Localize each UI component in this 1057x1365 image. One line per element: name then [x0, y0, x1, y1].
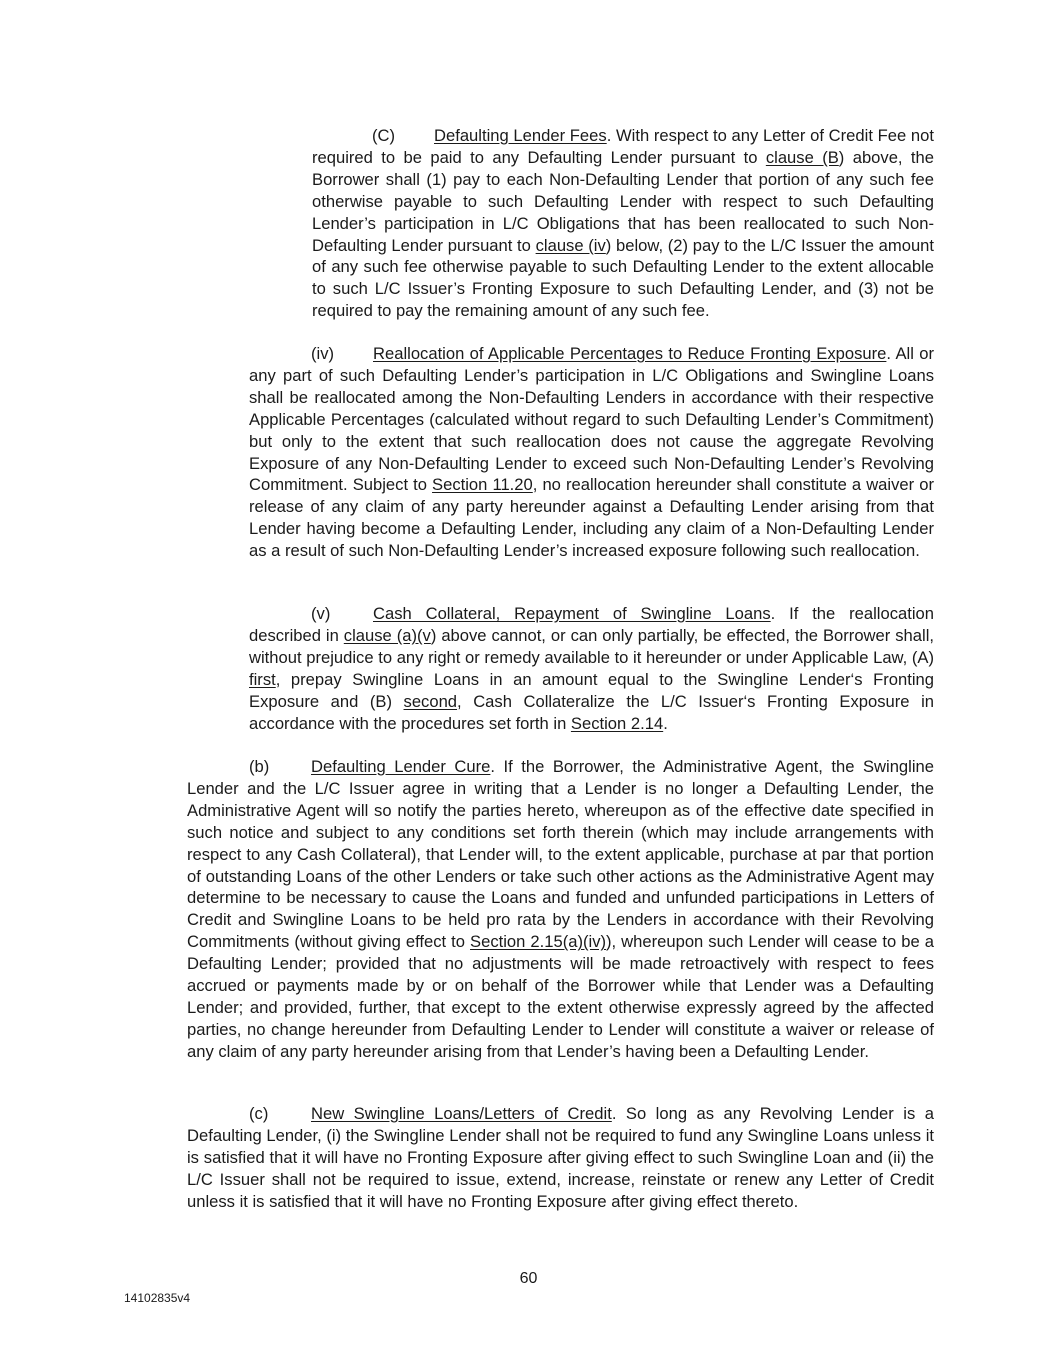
paragraph-label: (v) [311, 604, 331, 623]
cross-reference: Section 2.14 [570, 713, 664, 733]
paragraph-text: ) above cannot, or can only partially, be effected, the Borrower shall, without prejudice to any right or remedy available to it hereunder or under Applicable Law, (A) [249, 625, 934, 667]
paragraph-text: ), whereupon such Lender will cease to be a Defaulting Lender; provided that no adjustments will be made retroactively with respect to fees accrued or payments made by or on behalf of the Borrower while that Lender was a Defaulting Lender; and provided, further, that except to the extent otherwise expressly agreed by the affected parties, no change hereunder from Defaulting Lender to Lender will constitute a waiver or release of any claim of any party hereunder arising from that Lender’s having been a Defaulting Lender. [187, 932, 934, 1061]
cross-reference: Section 11.20 [432, 475, 533, 495]
paragraph-heading: Defaulting Lender Fees [434, 126, 607, 145]
paragraph-text: , no reallocation hereunder shall constitute a waiver or release of any claim of any party hereunder against a Defaulting Lender arising from that Lender having become a Defaulting Lender, including any claim of a Non-Defaulting Lender as a result of such Non-Defaulting Lender’s increased exposure following such reallocation. [249, 475, 934, 561]
cross-reference: clause (iv [535, 235, 606, 255]
paragraph-heading: Reallocation of Applicable Percentages to Reduce Fronting Exposure [373, 344, 887, 363]
paragraph-heading: Cash Collateral, Repayment of Swingline Loans [373, 604, 771, 623]
paragraph-b-defaulting-lender-cure [187, 756, 934, 1063]
cross-reference: clause (B [765, 147, 839, 167]
emphasis-term: second [403, 691, 458, 711]
paragraph-C-defaulting-lender-fees [312, 125, 934, 322]
paragraph-text: . With respect to any Letter of Credit Fee not required to be paid to any Defaulting Lender pursuant to [312, 126, 934, 167]
paragraph-label: (iv) [311, 344, 335, 363]
paragraph-text: . So long as any Revolving Lender is a Defaulting Lender, (i) the Swingline Lender shall not be required to fund any Swingline Loans unless it is satisfied that it will have no Fronting Exposure after giving effect to such Swingline Loan and (ii) the L/C Issuer shall not be required to issue, extend, increase, reinstate or renew any Letter of Credit unless it is satisfied that it will have no Fronting Exposure after giving effect thereto. [187, 1104, 934, 1211]
cross-reference: clause (a)(v [343, 625, 431, 645]
paragraph-heading: Defaulting Lender Cure [311, 757, 491, 776]
document-id: 14102835v4 [124, 1291, 191, 1305]
paragraph-text: . All or any part of such Defaulting Lender’s participation in L/C Obligations and Swingline Loans shall be reallocated among the Non-Defaulting Lenders in accordance with their respective Applicable Percentages (calculated without regard to such Defaulting Lender’s Commitment) but only to the extent that such reallocation does not cause the aggregate Revolving Exposure of any Non-Defaulting Lender to exceed such Non-Defaulting Lender’s Revolving Commitment. Subject to [249, 344, 934, 495]
paragraph-text: . If the reallocation described in [249, 604, 934, 645]
paragraph-text: , Cash Collateralize the L/C Issuer‘s Fronting Exposure in accordance with the procedures set forth in [249, 691, 934, 733]
paragraph-text: . If the Borrower, the Administrative Agent, the Swingline Lender and the L/C Issuer agree in writing that a Lender is no longer a Defaulting Lender, the Administrative Agent will so notify the parties hereto, whereupon as of the effective date specified in such notice and subject to any conditions set forth therein (which may include arrangements with respect to any Cash Collateral), that Lender will, to the extent applicable, purchase at par that portion of outstanding Loans of the other Lenders or take such other actions as the Administrative Agent may determine to be necessary to cause the Loans and funded and unfunded participations in Letters of Credit and Swingline Loans to be held pro rata by the Lenders in accordance with their Revolving Commitments (without giving effect to [187, 757, 934, 952]
paragraph-text: ) below, (2) pay to the L/C Issuer the amount of any such fee otherwise payable to such Defaulting Lender to the extent allocable to such L/C Issuer’s Fronting Exposure to such Defaulting Lender, and (3) not be required to pay the remaining amount of any such fee. [312, 235, 935, 321]
paragraph-text: ) above, the Borrower shall (1) pay to each Non-Defaulting Lender that portion of any such fee otherwise payable to such Defaulting Lender with respect to such Defaulting Lender’s participation in L/C Obligations that has been reallocated to such Non-Defaulting Lender pursuant to [312, 147, 934, 255]
paragraph-c-new-swingline-loans [187, 1103, 934, 1213]
emphasis-term: first [249, 669, 276, 689]
paragraph-label: (C) [372, 126, 396, 145]
paragraph-iv-reallocation [249, 343, 934, 562]
paragraph-heading: New Swingline Loans/Letters of Credit [311, 1104, 612, 1123]
paragraph-label: (c) [249, 1104, 269, 1123]
paragraph-v-cash-collateral [249, 603, 934, 734]
paragraph-text: . [663, 713, 668, 733]
paragraph-text: , prepay Swingline Loans in an amount equal to the Swingline Lender‘s Fronting Exposure and (B) [249, 669, 934, 711]
paragraph-label: (b) [249, 757, 270, 776]
page-number: 60 [519, 1270, 538, 1287]
cross-reference: Section 2.15(a)(iv) [470, 932, 607, 952]
